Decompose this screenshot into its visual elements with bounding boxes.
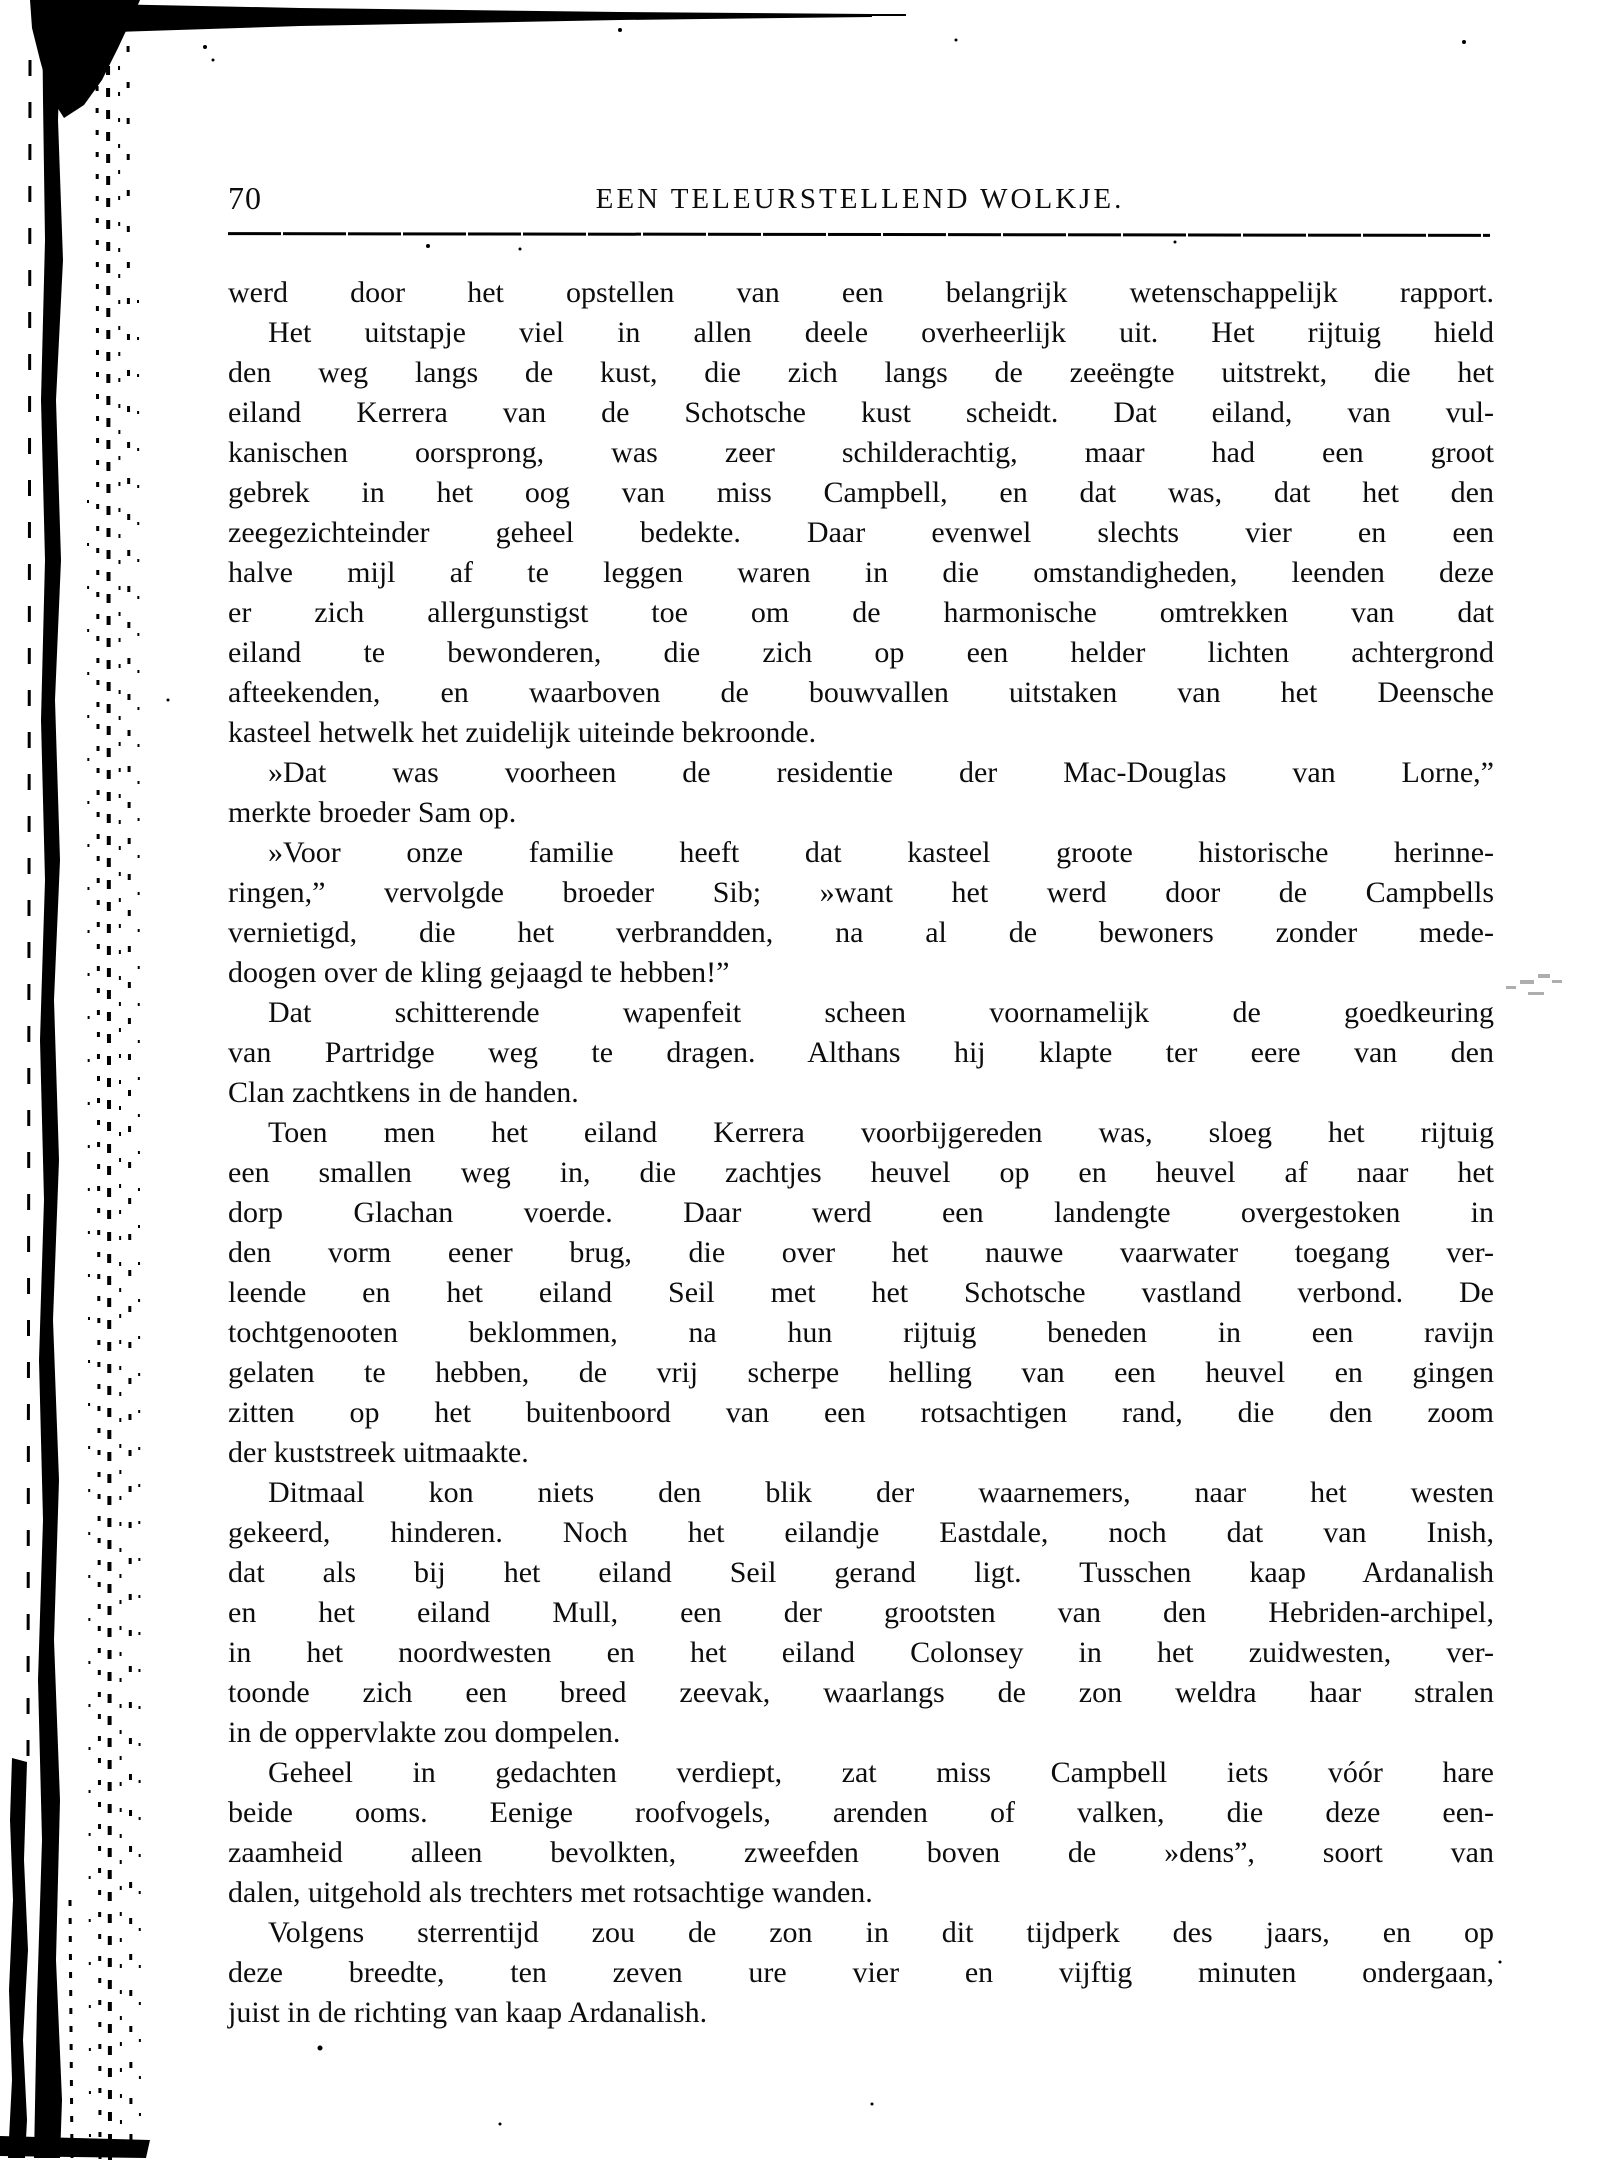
text-line: gebrek in het oog van miss Campbell, en dat was, dat het den xyxy=(228,476,1494,509)
text-line: »Voor onze familie heeft dat kasteel groote historische herinne- xyxy=(268,836,1494,869)
text-line: werd door het opstellen van een belangrijk wetenschappelijk rapport. xyxy=(228,276,1494,309)
scan-artifact-top-bar xyxy=(55,3,872,34)
page-number: 70 xyxy=(228,180,262,216)
scan-artifact-bottom-band xyxy=(8,1758,28,2158)
text-line: Dat schitterende wapenfeit scheen voornamelijk de goedkeuring xyxy=(268,996,1494,1029)
text-line: juist in de richting van kaap Ardanalish. xyxy=(228,1996,708,2029)
text-line: deze breedte, ten zeven ure vier en vijftig minuten ondergaan, xyxy=(228,1956,1494,1989)
text-line: gekeerd, hinderen. Noch het eilandje Eastdale, noch dat van Inish, xyxy=(228,1516,1494,1549)
text-line: kanischen oorsprong, was zeer schilderachtig, maar had een groot xyxy=(228,436,1494,469)
text-line: dalen, uitgehold als trechters met rotsachtige wanden. xyxy=(228,1876,873,1909)
text-line: doogen over de kling gejaagd te hebben!” xyxy=(228,956,730,989)
paragraph xyxy=(228,1913,1494,2033)
text-line: Het uitstapje viel in allen deele overheerlijk uit. Het rijtuig hield xyxy=(268,316,1494,349)
text-line: en het eiland Mull, een der grootsten van den Hebriden-archipel, xyxy=(228,1596,1494,1629)
paragraph xyxy=(228,833,1494,993)
text-line: in de oppervlakte zou dompelen. xyxy=(228,1716,621,1749)
scan-artifact-bottom-smudge xyxy=(0,2136,150,2158)
text-line: der kuststreek uitmaakte. xyxy=(228,1436,529,1469)
body-text xyxy=(228,273,1494,2033)
text-line: Geheel in gedachten verdiept, zat miss Campbell iets vóór hare xyxy=(268,1756,1494,1789)
text-line: halve mijl af te leggen waren in die omstandigheden, leenden deze xyxy=(228,556,1494,589)
text-line: een smallen weg in, die zachtjes heuvel op en heuvel af naar het xyxy=(228,1156,1494,1189)
header-rule xyxy=(228,232,1490,237)
text-line: Toen men het eiland Kerrera voorbijgereden was, sloeg het rijtuig xyxy=(268,1116,1494,1149)
text-line: er zich allergunstigst toe om de harmonische omtrekken van dat xyxy=(228,596,1494,629)
text-line: beide ooms. Eenige roofvogels, arenden of valken, die deze een- xyxy=(228,1796,1494,1829)
paragraph xyxy=(228,313,1494,753)
text-line: merkte broeder Sam op. xyxy=(228,796,517,829)
text-line: »Dat was voorheen de residentie der Mac-Douglas van Lorne,” xyxy=(268,756,1494,789)
paragraph xyxy=(228,1473,1494,1753)
scan-artifact-grey-smudge xyxy=(1506,974,1562,995)
text-line: kasteel hetwelk het zuidelijk uiteinde bekroonde. xyxy=(228,716,817,749)
scan-artifact-corner-blob xyxy=(30,0,140,118)
text-line: vernietigd, die het verbrandden, na al de bewoners zonder mede- xyxy=(228,916,1494,949)
paragraph xyxy=(228,993,1494,1113)
paragraph xyxy=(228,753,1494,833)
text-line: den weg langs de kust, die zich langs de zeeëngte uitstrekt, die het xyxy=(228,356,1494,389)
paragraph xyxy=(228,1753,1494,1913)
text-line: tochtgenooten beklommen, na hun rijtuig beneden in een ravijn xyxy=(228,1316,1494,1349)
text-line: van Partridge weg te dragen. Althans hij klapte ter eere van den xyxy=(228,1036,1494,1069)
running-title: EEN TELEURSTELLEND WOLKJE. xyxy=(595,183,1125,215)
text-line: Clan zachtkens in de handen. xyxy=(228,1076,579,1109)
text-line: Volgens sterrentijd zou de zon in dit tijdperk des jaars, en op xyxy=(268,1916,1494,1949)
text-line: zaamheid alleen bevolkten, zweefden boven de »dens”, soort van xyxy=(228,1836,1494,1869)
text-line: afteekenden, en waarboven de bouwvallen uitstaken van het Deensche xyxy=(228,676,1494,709)
text-line: den vorm eener brug, die over het nauwe vaarwater toegang ver- xyxy=(228,1236,1494,1269)
paragraph xyxy=(228,1113,1494,1473)
text-line: zeegezichteinder geheel bedekte. Daar evenwel slechts vier en een xyxy=(228,516,1494,549)
text-line: toonde zich een breed zeevak, waarlangs de zon weldra haar stralen xyxy=(228,1676,1494,1709)
scan-artifact-gutter-band xyxy=(34,0,63,2158)
text-line: eiland Kerrera van de Schotsche kust scheidt. Dat eiland, van vul- xyxy=(228,396,1494,429)
text-line: leende en het eiland Seil met het Schotsche vastland verbond. De xyxy=(228,1276,1494,1309)
text-line: Ditmaal kon niets den blik der waarnemers, naar het westen xyxy=(268,1476,1494,1509)
paragraph xyxy=(228,273,1494,313)
text-line: ringen,” vervolgde broeder Sib; »want het werd door de Campbells xyxy=(228,876,1494,909)
text-line: zitten op het buitenboord van een rotsachtigen rand, die den zoom xyxy=(228,1396,1494,1429)
text-line: dat als bij het eiland Seil gerand ligt. Tusschen kaap Ardanalish xyxy=(228,1556,1494,1589)
text-line: eiland te bewonderen, die zich op een helder lichten achtergrond xyxy=(228,636,1494,669)
text-line: gelaten te hebben, de vrij scherpe helling van een heuvel en gingen xyxy=(228,1356,1494,1389)
text-line: in het noordwesten en het eiland Colonsey in het zuidwesten, ver- xyxy=(228,1636,1494,1669)
text-line: dorp Glachan voerde. Daar werd een landengte overgestoken in xyxy=(228,1196,1494,1229)
